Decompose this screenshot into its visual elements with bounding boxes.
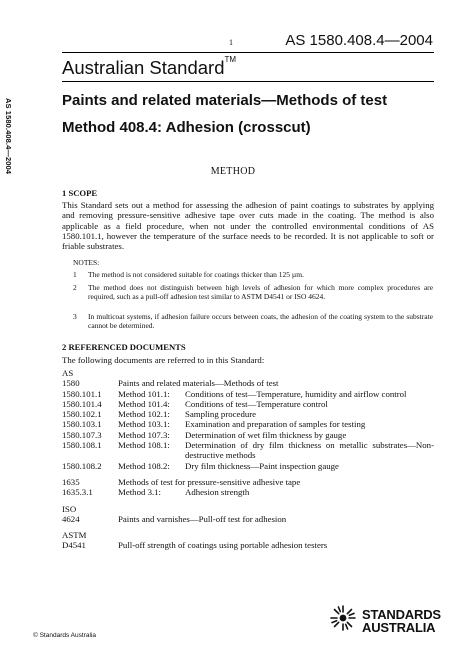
copyright: © Standards Australia [33,632,96,639]
reference-group-as [62,368,434,471]
ref-method: Method 102.1: [118,409,170,420]
header-rule-top [62,52,434,53]
reference-row [62,461,434,471]
note-text: In multicoat systems, if adhesion failure occurs between coats, the adhesion of the coating system to the substrate cannot be determined. [88,312,433,330]
references-intro: The following documents are referred to in this Standard: [62,355,265,365]
ref-code: 1580.108.1 [62,440,102,451]
ref-desc: Dry film thickness—Paint inspection gauge [185,460,339,471]
ref-desc: Determination of wet film thickness by gauge [185,429,347,440]
ref-code: D4541 [62,540,86,551]
reference-row [62,477,434,487]
logo-wordmark [362,608,441,634]
reference-row [62,487,434,497]
note-text: The method is not considered suitable for coatings thicker than 125 µm. [88,270,304,279]
reference-row [62,419,434,429]
reference-row [62,409,434,419]
reference-row [62,378,434,388]
ref-method: Method 108.2: [118,460,170,471]
method-heading: METHOD [210,166,256,177]
ref-desc: Determination of dry film thickness on metallic substrates—Non-destructive methods [185,440,434,461]
document-id: AS 1580.408.4—2004 [285,32,433,49]
ref-desc: Adhesion strength [185,487,250,498]
ref-code: 1580.101.4 [62,398,102,409]
scope-paragraph: This Standard sets out a method for assessing the adhesion of paint coatings to substrates by applying and removing pressure-sensitive adhesive tape over cuts made in the coating. The method is also applicable as a field procedure, when not under the controlled environmental conditions of AS 1580.101.1, however the temperature of the surface needs to be recorded. It is not applicable to soft or friable substrates. [62,200,434,252]
standard-name [62,57,236,79]
trademark-mark: TM [224,55,237,64]
note-text: The method does not distinguish between high levels of adhesion for which more complex procedures are required, such as a pull-off adhesion test similar to ASTM D4541 or ISO 4624. [88,283,433,301]
references-heading: 2 REFERENCED DOCUMENTS [62,342,186,352]
reference-row [62,440,434,461]
standards-australia-logo [328,603,441,638]
reference-row [62,399,434,409]
org-label: AS [62,368,74,378]
document-subtitle: Method 408.4: Adhesion (crosscut) [62,119,311,136]
reference-org [62,368,434,378]
note-number: 2 [73,283,77,292]
reference-group-astm [62,530,434,551]
reference-org [62,504,434,514]
reference-row [62,430,434,440]
ref-code: 4624 [62,513,80,524]
references-list [62,368,434,551]
logo-line-2: AUSTRALIA [362,619,436,635]
ref-method: Method 101.1: [118,388,170,399]
ref-code: 1580.107.3 [62,429,102,440]
ref-desc: Conditions of test—Temperature, humidity and airflow control [185,388,407,399]
ref-code: 1580.102.1 [62,409,102,420]
header-rule-bottom [62,81,434,82]
ref-method: Method 3.1: [118,487,162,498]
reference-row [62,389,434,399]
notes-label: NOTES: [73,258,100,267]
standard-name-text: Australian Standard [62,57,225,78]
starburst-icon [328,603,358,638]
reference-group-iso [62,504,434,525]
reference-org [62,530,434,540]
ref-code: 1580 [62,378,80,389]
note-item [73,312,433,330]
page-number: 1 [229,38,233,47]
ref-method: Method 101.4: [118,398,170,409]
note-number: 3 [73,312,77,321]
ref-method: Method 107.3: [118,429,170,440]
reference-row [62,514,434,524]
note-number: 1 [73,270,77,279]
ref-desc: Methods of test for pressure-sensitive adhesive tape [118,476,301,487]
org-label: ASTM [62,530,87,541]
ref-desc: Sampling procedure [185,409,257,420]
ref-desc: Paints and related materials—Methods of test [118,378,279,389]
scope-heading: 1 SCOPE [62,188,98,198]
logo-line-1: STANDARDS [362,606,441,622]
ref-desc: Conditions of test—Temperature control [185,398,328,409]
ref-desc: Paints and varnishes—Pull-off test for adhesion [118,513,287,524]
note-item [73,283,433,301]
ref-code: 1580.103.1 [62,419,102,430]
document-title: Paints and related materials—Methods of test [62,92,388,109]
reference-row [62,540,434,550]
ref-code: 1580.108.2 [62,460,102,471]
ref-method: Method 108.1: [118,440,170,451]
ref-desc: Examination and preparation of samples for testing [185,419,366,430]
ref-desc: Pull-off strength of coatings using portable adhesion testers [118,540,328,551]
ref-method: Method 103.1: [118,419,170,430]
reference-group-as-1635 [62,477,434,498]
note-item [73,270,433,279]
ref-code: 1635 [62,476,80,487]
ref-code: 1635.3.1 [62,487,93,498]
side-document-id: AS 1580.408.4—2004 [4,98,13,175]
org-label: ISO [62,503,77,514]
ref-code: 1580.101.1 [62,388,102,399]
